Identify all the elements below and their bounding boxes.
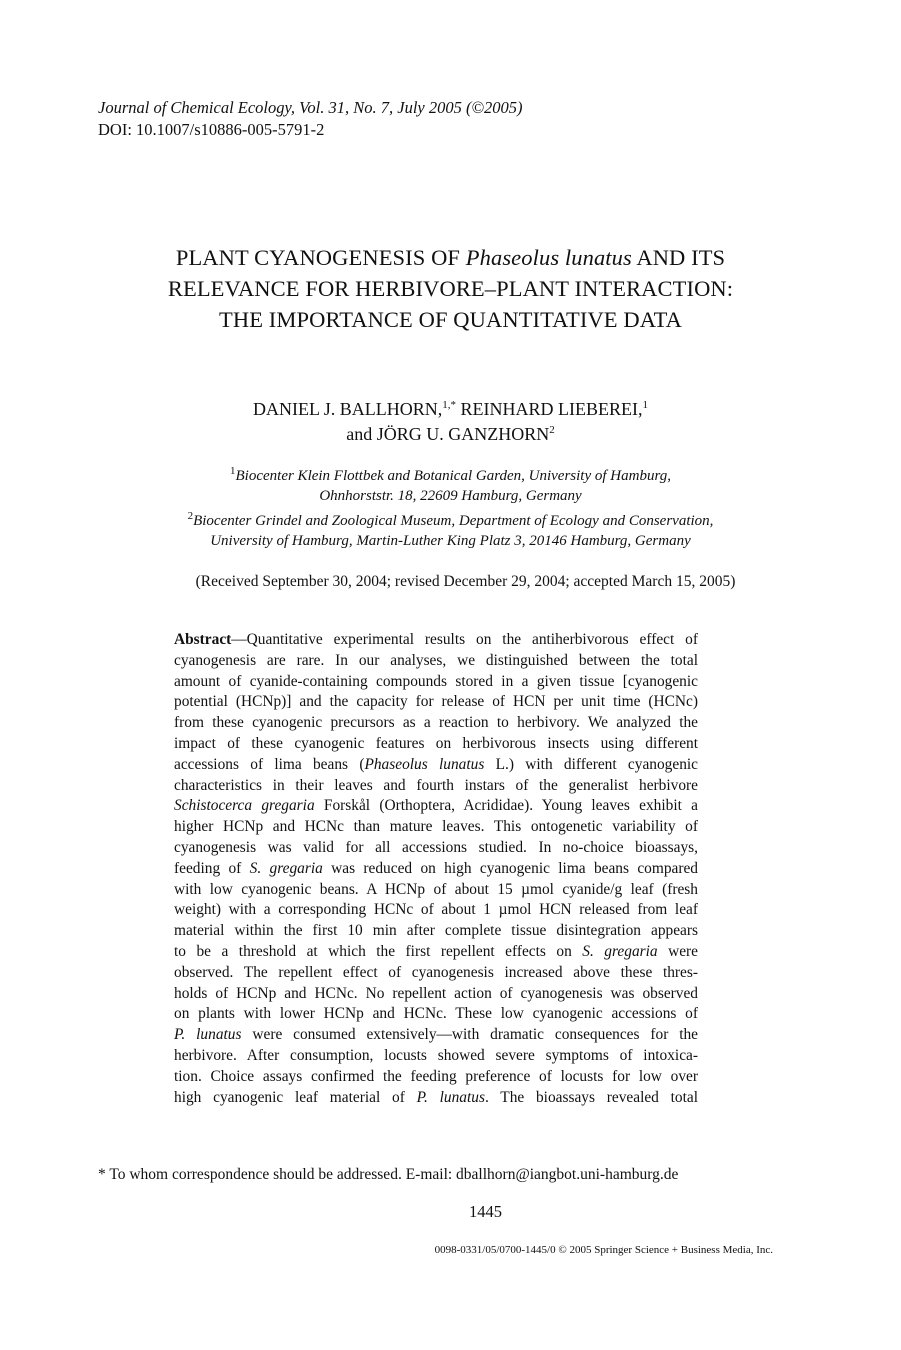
- doi: DOI: 10.1007/s10886-005-5791-2: [98, 120, 325, 139]
- author-ganzhorn: and JÖRG U. GANZHORN: [346, 424, 550, 444]
- abstract: Abstract—Quantitative experimental results on the antiherbivorous effect of cyanogenesis are rare. In our analyses, we distinguished between the total amount of cyanide-containing compounds stored in a given tissue [cyanogenic potential (HCNp)] and the capacity for release of HCN per unit time (HCNc) from these cyanogenic precursors as a reaction to herbivory. We analyzed the impact of these cyanogenic features on herbivorous insects using different accessions of lima beans (Phaseolus lunatus L.) with different cyanogenic characteristics in their leaves and fourth instars of the generalist herbivore Schistocerca gregaria Forskål (Orthoptera, Acrididae). Young leaves exhibit a higher HCNp and HCNc than mature leaves. This ontogenetic variability of cyanogenesis was valid for all accessions studied. In no-choice bioassays, feeding of S. gregaria was reduced on high cyanogenic lima beans compared with low cyanogenic beans. A HCNp of about 15 µmol cyanide/g leaf (fresh weight) with a corresponding HCNc of about 1 µmol HCN released from leaf material within the first 10 min after complete tissue disintegration appears to be a threshold at which the first repellent effects on S. gregaria were observed. The repellent effect of cyanogenesis increased above these thres- holds of HCNp and HCNc. No repellent action of cyanogenesis was observed on plants with lower HCNp and HCNc. These low cyanogenic accessions of P. lunatus were consumed extensively—with dramatic consequences for the herbivore. After consumption, locusts showed severe symptoms of intoxica- tion. Choice assays confirmed the feeding preference of locusts for low over high cyanogenic leaf material of P. lunatus. The bioassays revealed total: [174, 631, 699, 1106]
- affiliation-1: $^1$Biocenter Klein Flottbek and Botanical Garden, University of Hamburg, Ohnhorststr. 18, 22609 Hamburg, Germany: [230, 465, 671, 504]
- author-lieberei: REINHARD LIEBEREI,: [456, 399, 643, 419]
- author-ballhorn: DANIEL J. BALLHORN,: [252, 399, 443, 419]
- author-list: DANIEL J. BALLHORN,$^{1,*}$ REINHARD LIEBEREI,$^1$ and JÖRG U. GANZHORN$^2$: [252, 399, 649, 444]
- journal-citation: Journal of Chemical Ecology, Vol. 31, No. 7, July 2005 (©2005): [98, 98, 523, 117]
- correspondence-footnote: * To whom correspondence should be addressed. E-mail: dballhorn@iangbot.uni-hamburg.de: [98, 1166, 679, 1183]
- received-dates: (Received September 30, 2004; revised December 29, 2004; accepted March 15, 2005): [195, 573, 736, 590]
- affiliation-2: $^2$Biocenter Grindel and Zoological Museum, Department of Ecology and Conservation, University of Hamburg, Martin-Luther King Platz 3, 20146 Hamburg, Germany: [187, 510, 714, 549]
- page-number: 1445: [469, 1202, 502, 1221]
- copyright-line: 0098-0331/05/0700-1445/0 © 2005 Springer Science + Business Media, Inc.: [434, 1244, 773, 1256]
- title-species: Phaseolus lunatus: [465, 245, 632, 270]
- paper-title: PLANT CYANOGENESIS OF Phaseolus lunatus AND ITS RELEVANCE FOR HERBIVORE–PLANT INTERACTION: THE IMPORTANCE OF QUANTITATIVE DATA: [167, 245, 734, 332]
- abstract-label: Abstract: [174, 631, 232, 648]
- journal-header: [98, 97, 523, 141]
